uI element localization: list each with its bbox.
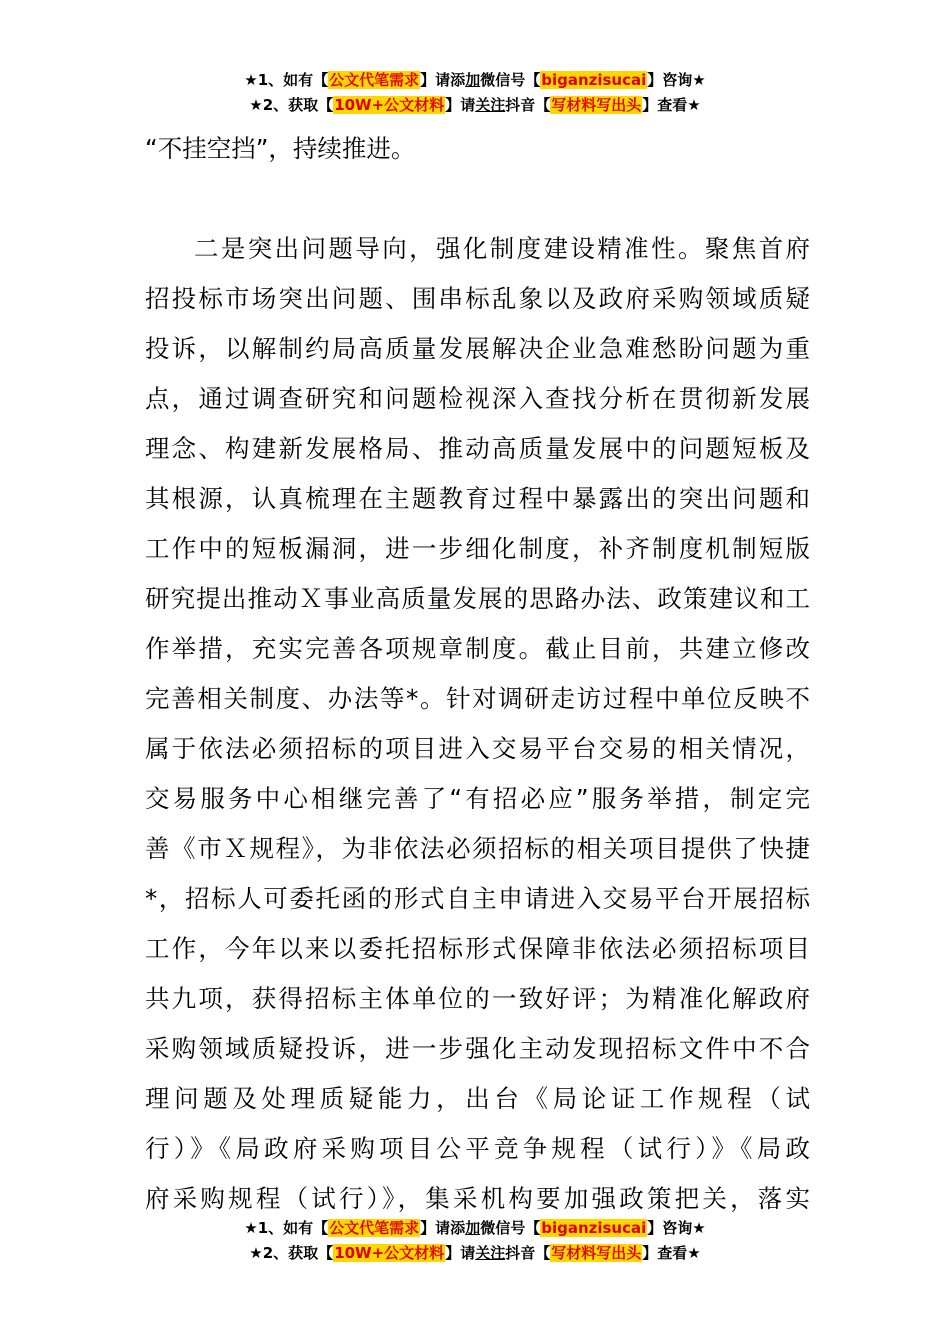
text-line: 理念、构建新发展格局、推动高质量发展中的问题短板及 — [145, 434, 810, 463]
text-line: *，招标人可委托函的形式自主申请进入交易平台开展招标 — [145, 884, 810, 913]
text-line: 善《市Ｘ规程》，为非依法必须招标的相关项目提供了快捷 — [145, 834, 810, 863]
text-line: 投诉，以解制约局高质量发展解决企业急难愁盼问题为重 — [145, 334, 810, 363]
banner-line-1 — [0, 1216, 950, 1241]
highlight-wechat-id: biganzisucai — [541, 1219, 647, 1237]
highlight-wechat-id: biganzisucai — [541, 71, 647, 89]
text-line: 工作，今年以来以委托招标形式保障非依法必须招标项目 — [145, 934, 810, 963]
banner-line-1 — [0, 68, 950, 93]
text-line: 府采购规程（试行）》，集采机构要加强政策把关，落实 — [145, 1184, 810, 1213]
banner-text: ★2、获取【 — [249, 96, 334, 114]
highlight-need: 公文代笔需求 — [329, 71, 420, 89]
underlined-text: 关注 — [475, 1244, 506, 1262]
banner-text: 抖音【 — [505, 96, 551, 114]
highlight-materials: 10W+公文材料 — [334, 1244, 445, 1262]
banner-text: ★1、如有【 — [244, 71, 329, 89]
text-line: 行）》《局政府采购项目公平竞争规程（试行）》《局政 — [145, 1134, 810, 1163]
banner-line-2 — [0, 93, 950, 118]
highlight-douyin-account: 写材料写出头 — [551, 1244, 642, 1262]
text-line: 采购领域质疑投诉，进一步强化主动发现招标文件中不合 — [145, 1034, 810, 1063]
highlight-materials: 10W+公文材料 — [334, 96, 445, 114]
underlined-text: 关注 — [475, 96, 506, 114]
text-line: 工作中的短板漏洞，进一步细化制度，补齐制度机制短版 — [145, 534, 810, 563]
banner-text: 抖音【 — [505, 1244, 551, 1262]
text-line: 研究提出推动Ｘ事业高质量发展的思路办法、政策建议和工 — [145, 584, 810, 613]
text-line: 完善相关制度、办法等*。针对调研走访过程中单位反映不 — [145, 684, 810, 713]
banner-text: 】请 — [445, 1244, 476, 1262]
banner-text: ★1、如有【 — [244, 1219, 329, 1237]
document-body — [145, 124, 810, 1224]
text-line: 招投标市场突出问题、围串标乱象以及政府采购领域质疑 — [145, 284, 810, 313]
banner-text: 微信号【 — [480, 71, 541, 89]
header-banner — [0, 68, 950, 118]
banner-text: 微信号【 — [480, 1219, 541, 1237]
banner-text: 】咨询★ — [647, 71, 706, 89]
banner-text: 】查看★ — [642, 96, 701, 114]
underlined-text: 加 — [465, 71, 481, 89]
text-line: 二是突出问题导向，强化制度建设精准性。聚焦首府 — [194, 234, 810, 263]
text-line: 属于依法必须招标的项目进入交易平台交易的相关情况， — [145, 734, 810, 763]
underlined-text: 加 — [465, 1219, 481, 1237]
banner-line-2 — [0, 1241, 950, 1266]
paragraph-gap — [145, 174, 810, 224]
highlight-douyin-account: 写材料写出头 — [551, 96, 642, 114]
highlight-need: 公文代笔需求 — [329, 1219, 420, 1237]
text-line: “不挂空挡”，持续推进。 — [145, 134, 416, 163]
banner-text: 】查看★ — [642, 1244, 701, 1262]
banner-text: 】咨询★ — [647, 1219, 706, 1237]
banner-text: 】请添 — [420, 71, 466, 89]
text-line: 作举措，充实完善各项规章制度。截止目前，共建立修改 — [145, 634, 810, 663]
footer-banner — [0, 1216, 950, 1266]
text-line: 点，通过调查研究和问题检视深入查找分析在贯彻新发展 — [145, 384, 810, 413]
text-line: 共九项，获得招标主体单位的一致好评；为精准化解政府 — [145, 984, 810, 1013]
text-line: 交易服务中心相继完善了“有招必应”服务举措，制定完 — [145, 784, 810, 813]
banner-text: 】请添 — [420, 1219, 466, 1237]
text-line: 其根源，认真梳理在主题教育过程中暴露出的突出问题和 — [145, 484, 810, 513]
text-line: 理问题及处理质疑能力，出台《局论证工作规程（试 — [145, 1084, 810, 1113]
banner-text: ★2、获取【 — [249, 1244, 334, 1262]
banner-text: 】请 — [445, 96, 476, 114]
